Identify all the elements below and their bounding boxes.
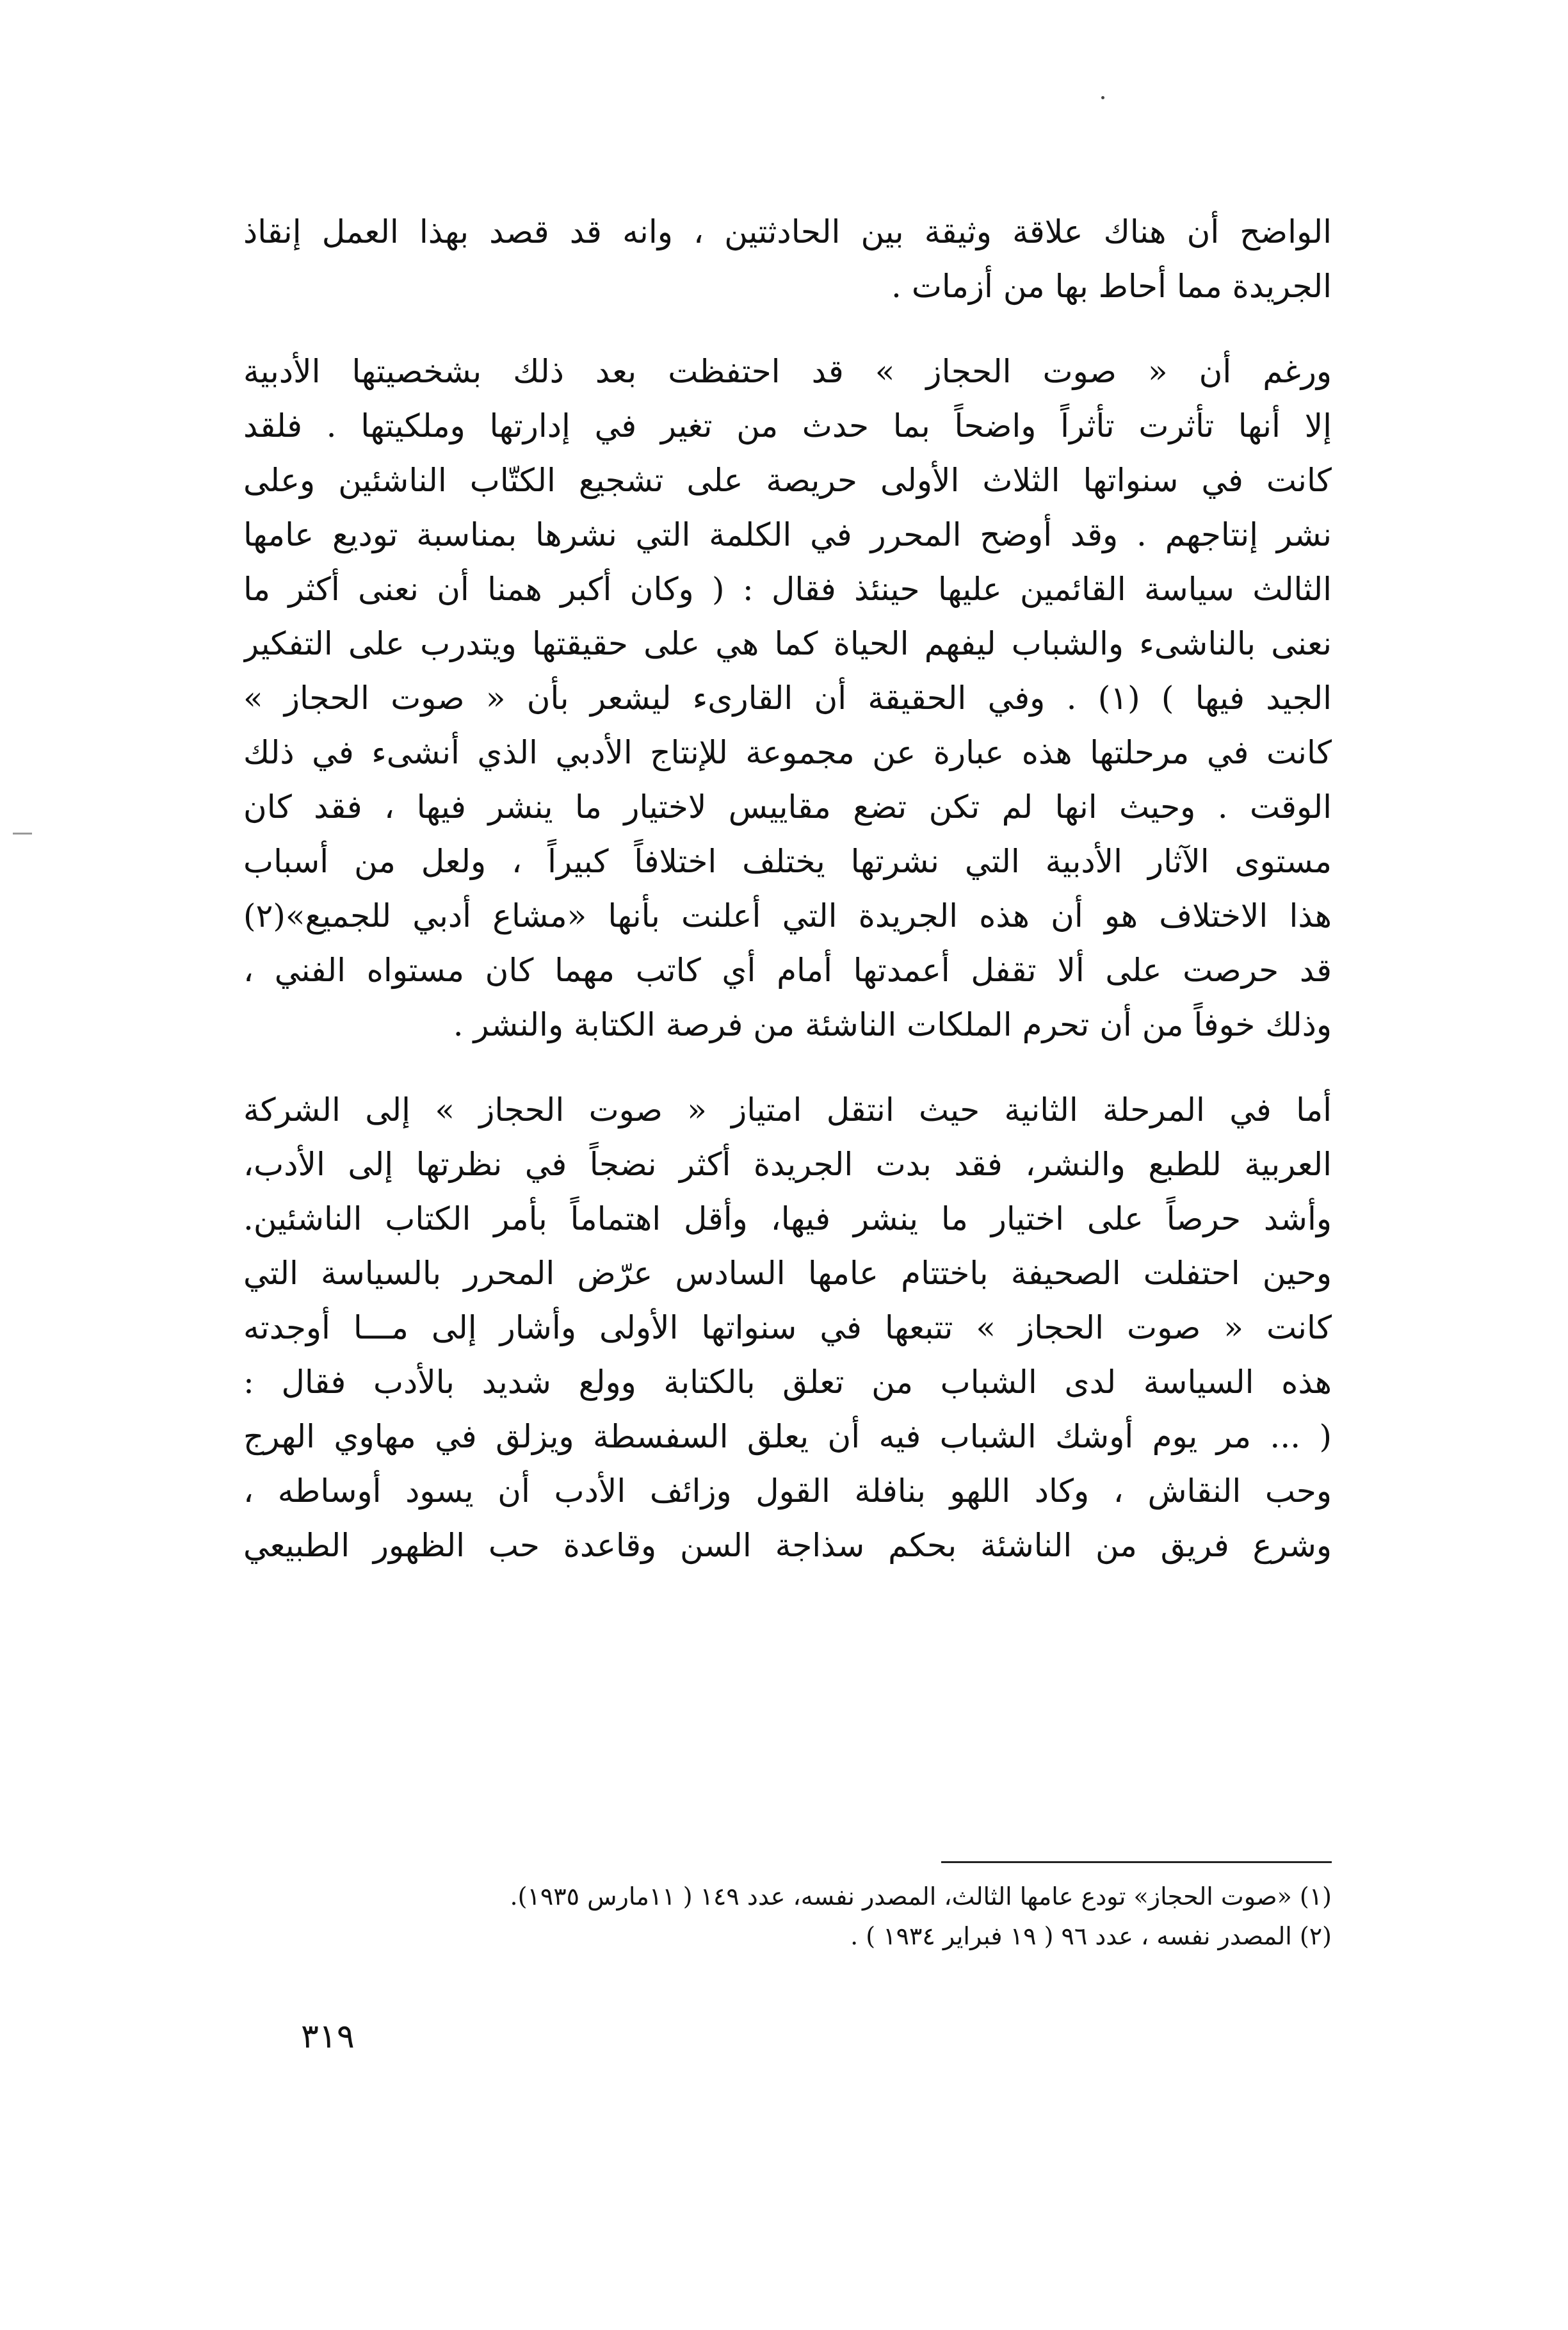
paragraph-1 [243,205,1332,314]
text-line: الثالث سياسة القائمين عليها حينئذ فقال : ( وكان أكبر همنا أن نعنى أكثر ما [243,571,1332,608]
scan-speck [1101,96,1104,99]
text-line: هذا الاختلاف هو أن هذه الجريدة التي أعلنت بأنها «مشاع أدبي للجميع»(٢) [243,897,1332,934]
footnote-divider [941,1861,1332,1863]
text-line: وذلك خوفاً من أن تحرم الملكات الناشئة من فرصة الكتابة والنشر . [453,1006,1332,1043]
text-line: ورغم أن « صوت الحجاز » قد احتفظت بعد ذلك بشخصيتها الأدبية [243,353,1332,390]
text-line: وحين احتفلت الصحيفة باختتام عامها السادس عرّض المحرر بالسياسة التي [243,1255,1332,1292]
footnote-2: (٢) المصدر نفسه ، عدد ٩٦ ( ١٩ فبراير ١٩٣٤ ) . [850,1922,1332,1950]
text-line: العربية للطبع والنشر، فقد بدت الجريدة أكثر نضجاً في نظرتها إلى الأدب، [243,1146,1332,1183]
text-line: قد حرصت على ألا تقفل أعمدتها أمام أي كاتب مهما كان مستواه الفني ، [243,952,1332,989]
body-text [243,205,1332,1573]
text-line: وشرع فريق من الناشئة بحكم سذاجة السن وقاعدة حب الظهور الطبيعي [243,1527,1332,1564]
text-line: إلا أنها تأثرت تأثراً واضحاً بما حدث من تغير في إدارتها وملكيتها . فلقد [243,407,1332,444]
text-line: هذه السياسة لدى الشباب من تعلق بالكتابة وولع شديد بالأدب فقال : [243,1364,1332,1401]
text-line: كانت في سنواتها الثلاث الأولى حريصة على تشجيع الكتّاب الناشئين وعلى [243,462,1332,499]
text-line: نعنى بالناشىء والشباب ليفهم الحياة كما هي على حقيقتها ويتدرب على التفكير [243,625,1332,662]
text-line: الواضح أن هناك علاقة وثيقة بين الحادثتين ، وانه قد قصد بهذا العمل إنقاذ [243,213,1332,250]
text-line: مستوى الآثار الأدبية التي نشرتها يختلف اختلافاً كبيراً ، ولعل من أسباب [243,843,1332,880]
text-line: نشر إنتاجهم . وقد أوضح المحرر في الكلمة التي نشرها بمناسبة توديع عامها [243,516,1332,553]
text-line: أما في المرحلة الثانية حيث انتقل امتياز « صوت الحجاز » إلى الشركة [243,1091,1332,1128]
text-line: كانت في مرحلتها هذه عبارة عن مجموعة للإنتاج الأدبي الذي أنشىء في ذلك [243,734,1332,771]
paragraph-3 [243,1083,1332,1573]
paragraph-2 [243,345,1332,1052]
text-line: وحب النقاش ، وكاد اللهو بنافلة القول وزائف الأدب أن يسود أوساطه ، [243,1472,1332,1510]
text-line: ( ... مر يوم أوشك الشباب فيه أن يعلق السفسطة ويزلق في مهاوي الهرج [243,1418,1332,1455]
text-line: الوقت . وحيث انها لم تكن تضع مقاييس لاختيار ما ينشر فيها ، فقد كان [243,788,1332,826]
text-line: كانت « صوت الحجاز » تتبعها في سنواتها الأولى وأشار إلى مـــا أوجدته [243,1309,1332,1346]
text-line: الجيد فيها ) (١) . وفي الحقيقة أن القارىء ليشعر بأن « صوت الحجاز » [243,680,1332,717]
footnotes [243,1877,1332,1956]
page-number: ٣١٩ [301,2017,355,2056]
text-line: الجريدة مما أحاط بها من أزمات . [891,268,1332,305]
footnote-1: (١) «صوت الحجاز» تودع عامها الثالث، المصدر نفسه، عدد ١٤٩ ( ١١مارس ١٩٣٥). [510,1882,1332,1910]
scan-mark [13,833,32,835]
text-line: وأشد حرصاً على اختيار ما ينشر فيها، وأقل اهتماماً بأمر الكتاب الناشئين. [243,1200,1332,1237]
